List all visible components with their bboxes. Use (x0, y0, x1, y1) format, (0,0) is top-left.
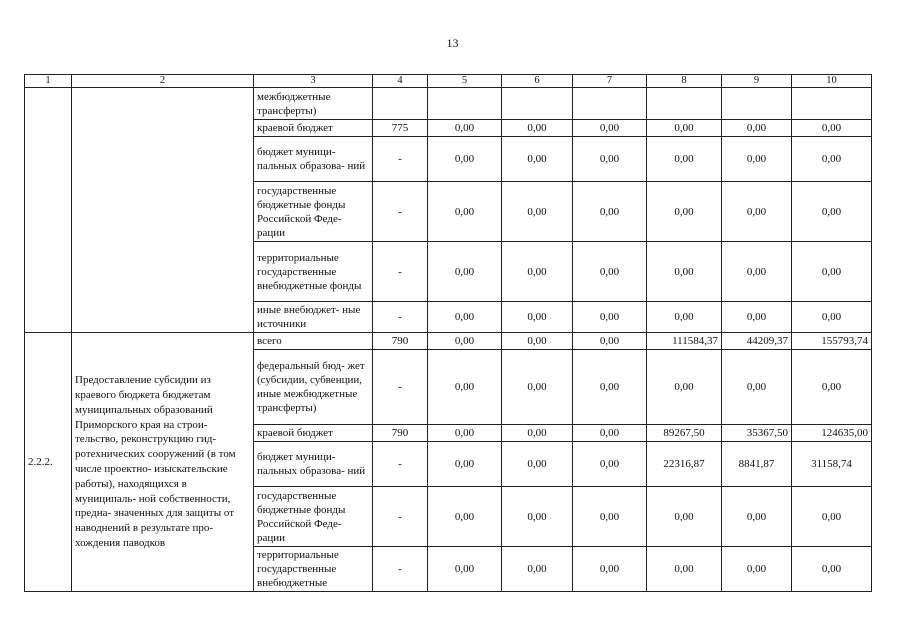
amount-cell: 124635,00 (792, 425, 872, 442)
amount-cell: 0,00 (573, 302, 647, 333)
amount-cell: 0,00 (792, 120, 872, 137)
amount-cell: 0,00 (428, 350, 502, 425)
column-number: 3 (254, 75, 373, 88)
amount-cell: 0,00 (792, 242, 872, 302)
amount-cell: 0,00 (573, 442, 647, 487)
budget-table (24, 74, 872, 592)
budget-code: - (373, 442, 428, 487)
amount-cell: 155793,74 (792, 333, 872, 350)
budget-code: 790 (373, 333, 428, 350)
column-number: 1 (25, 75, 72, 88)
amount-cell: 0,00 (722, 350, 792, 425)
amount-cell: 44209,37 (722, 333, 792, 350)
budget-code: 775 (373, 120, 428, 137)
funding-source: межбюджетные трансферты) (254, 88, 373, 120)
amount-cell: 0,00 (502, 302, 573, 333)
budget-code: - (373, 302, 428, 333)
amount-cell: 0,00 (792, 547, 872, 592)
funding-source: иные внебюджет- ные источники (254, 302, 373, 333)
amount-cell: 0,00 (502, 333, 573, 350)
amount-cell: 0,00 (502, 242, 573, 302)
column-number: 4 (373, 75, 428, 88)
amount-cell: 0,00 (647, 137, 722, 182)
column-number-row (25, 75, 872, 88)
amount-cell: 0,00 (428, 242, 502, 302)
amount-cell: 0,00 (428, 425, 502, 442)
amount-cell: 0,00 (647, 242, 722, 302)
amount-cell: 0,00 (502, 547, 573, 592)
amount-cell: 0,00 (722, 487, 792, 547)
amount-cell: 0,00 (428, 487, 502, 547)
funding-source: краевой бюджет (254, 120, 373, 137)
column-number: 7 (573, 75, 647, 88)
amount-cell: 0,00 (722, 137, 792, 182)
budget-code: - (373, 137, 428, 182)
column-number: 10 (792, 75, 872, 88)
table-row (25, 88, 872, 120)
amount-cell: 0,00 (502, 350, 573, 425)
budget-code: 790 (373, 425, 428, 442)
amount-cell: 0,00 (792, 302, 872, 333)
amount-cell: 89267,50 (647, 425, 722, 442)
amount-cell: 8841,87 (722, 442, 792, 487)
amount-cell: 0,00 (573, 242, 647, 302)
amount-cell: 22316,87 (647, 442, 722, 487)
amount-cell: 0,00 (573, 120, 647, 137)
amount-cell: 0,00 (573, 425, 647, 442)
amount-cell: 0,00 (792, 350, 872, 425)
funding-source: территориальные государственные внебюджетные фонды (254, 242, 373, 302)
amount-cell: 0,00 (647, 182, 722, 242)
funding-source: всего (254, 333, 373, 350)
amount-cell: 0,00 (573, 137, 647, 182)
amount-cell: 0,00 (573, 350, 647, 425)
table-row (25, 333, 872, 350)
column-number: 6 (502, 75, 573, 88)
amount-cell: 0,00 (502, 425, 573, 442)
funding-source: государственные бюджетные фонды Российской Феде- рации (254, 487, 373, 547)
amount-cell: 0,00 (722, 547, 792, 592)
amount-cell: 0,00 (792, 182, 872, 242)
funding-source: федеральный бюд- жет (субсидии, субвенции, иные межбюджетные трансферты) (254, 350, 373, 425)
amount-cell: 35367,50 (722, 425, 792, 442)
funding-source: территориальные государственные внебюджетные (254, 547, 373, 592)
amount-cell: 31158,74 (792, 442, 872, 487)
column-number: 9 (722, 75, 792, 88)
amount-cell: 0,00 (502, 182, 573, 242)
budget-code (373, 88, 428, 120)
amount-cell (647, 88, 722, 120)
item-number-cell (25, 88, 72, 333)
amount-cell: 0,00 (428, 120, 502, 137)
amount-cell: 0,00 (573, 547, 647, 592)
amount-cell: 0,00 (647, 120, 722, 137)
amount-cell: 0,00 (792, 487, 872, 547)
funding-source: бюджет муници- пальных образова- ний (254, 442, 373, 487)
amount-cell (428, 88, 502, 120)
amount-cell: 0,00 (502, 487, 573, 547)
budget-code: - (373, 547, 428, 592)
amount-cell: 0,00 (502, 137, 573, 182)
amount-cell: 0,00 (502, 120, 573, 137)
amount-cell: 0,00 (573, 333, 647, 350)
column-number: 5 (428, 75, 502, 88)
amount-cell: 0,00 (573, 487, 647, 547)
amount-cell (792, 88, 872, 120)
budget-code: - (373, 487, 428, 547)
amount-cell: 0,00 (573, 182, 647, 242)
item-number: 2.2.2. (25, 333, 72, 592)
amount-cell: 0,00 (428, 182, 502, 242)
amount-cell (502, 88, 573, 120)
funding-source: бюджет муници- пальных образова- ний (254, 137, 373, 182)
page-number: 13 (446, 36, 459, 50)
column-number: 2 (72, 75, 254, 88)
amount-cell (573, 88, 647, 120)
amount-cell: 0,00 (722, 242, 792, 302)
budget-code: - (373, 242, 428, 302)
item-name: Предоставление субсидии из краевого бюджета бюджетам муниципальных образований Приморского края на строи- тельство, реконструкцию гид- ротехнических сооружений (в том числе проектно- изыскательские работы), находящихся в муниципаль- ной собственности, предна- значенных для защиты от наводнений в результате про- хождения паводков (72, 333, 254, 592)
amount-cell: 0,00 (647, 487, 722, 547)
amount-cell: 0,00 (722, 302, 792, 333)
budget-code: - (373, 350, 428, 425)
amount-cell: 0,00 (428, 547, 502, 592)
amount-cell: 0,00 (502, 442, 573, 487)
column-number: 8 (647, 75, 722, 88)
amount-cell: 0,00 (792, 137, 872, 182)
amount-cell: 0,00 (428, 333, 502, 350)
amount-cell (722, 88, 792, 120)
amount-cell: 0,00 (647, 547, 722, 592)
amount-cell: 0,00 (428, 302, 502, 333)
amount-cell: 0,00 (647, 350, 722, 425)
amount-cell: 0,00 (428, 137, 502, 182)
funding-source: государственные бюджетные фонды Российской Феде- рации (254, 182, 373, 242)
amount-cell: 0,00 (722, 182, 792, 242)
budget-code: - (373, 182, 428, 242)
item-name-cell (72, 88, 254, 333)
amount-cell: 111584,37 (647, 333, 722, 350)
amount-cell: 0,00 (722, 120, 792, 137)
amount-cell: 0,00 (428, 442, 502, 487)
funding-source: краевой бюджет (254, 425, 373, 442)
amount-cell: 0,00 (647, 302, 722, 333)
